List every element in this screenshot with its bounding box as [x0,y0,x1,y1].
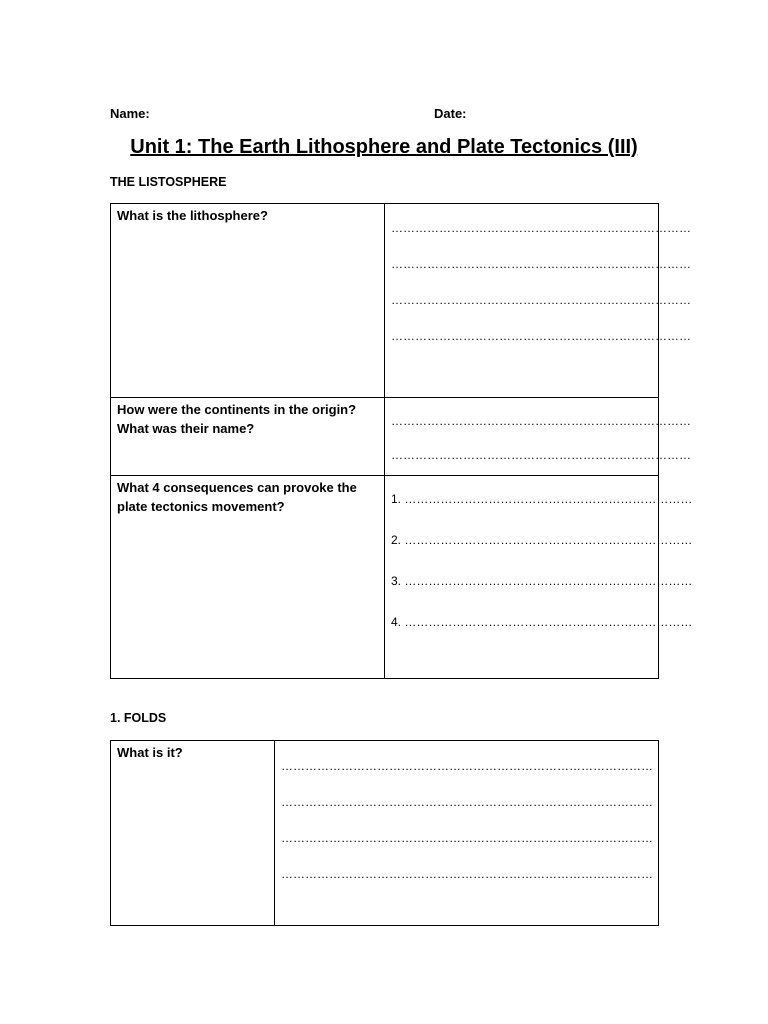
question-text: What is the lithosphere? [117,208,268,223]
answer-line: ………………………………………………………………………………… [281,795,653,809]
answer-cell[interactable] [385,476,693,679]
answer-line: ………………………………………………………………… [391,293,691,307]
answer-line: 3. ……………………………………………………………… [391,574,693,588]
answer-line: ………………………………………………………………… [391,221,691,235]
question-text: What was their name? [117,421,255,436]
table-row [111,741,659,926]
question-text: What is it? [117,745,183,760]
answer-line: ………………………………………………………………………………… [281,867,653,881]
answer-cell[interactable] [385,398,691,476]
answer-line: 2. ……………………………………………………………… [391,533,693,547]
table-row [111,398,659,476]
question-cell [111,204,385,398]
question-text: What 4 consequences can provoke the [117,480,357,495]
answer-line: ………………………………………………………………… [391,448,691,462]
answer-line: ………………………………………………………………………………… [281,831,653,845]
answer-line: ………………………………………………………………… [391,257,691,271]
answer-line: ………………………………………………………………………………… [281,759,653,773]
question-cell [111,398,385,476]
answer-line: ………………………………………………………………… [391,329,691,343]
name-label: Name: [110,106,150,121]
answer-cell[interactable] [385,204,691,398]
answer-cell[interactable] [275,741,659,926]
question-cell [111,741,275,926]
lithosphere-table [110,203,693,679]
question-text: plate tectonics movement? [117,499,285,514]
answer-line: 4. ……………………………………………………………… [391,615,693,629]
question-text: How were the continents in the origin? [117,402,357,417]
section-heading-lithosphere: THE LISTOSPHERE [110,175,227,189]
section-heading-folds: 1. FOLDS [110,711,167,725]
question-cell [111,476,385,679]
table-row [111,476,659,679]
answer-line: ………………………………………………………………… [391,414,691,428]
page-title: Unit 1: The Earth Lithosphere and Plate Tectonics (III) [130,136,638,158]
date-label: Date: [434,106,467,121]
folds-table [110,740,659,926]
table-row [111,204,659,398]
answer-line: 1. ……………………………………………………………… [391,492,693,506]
